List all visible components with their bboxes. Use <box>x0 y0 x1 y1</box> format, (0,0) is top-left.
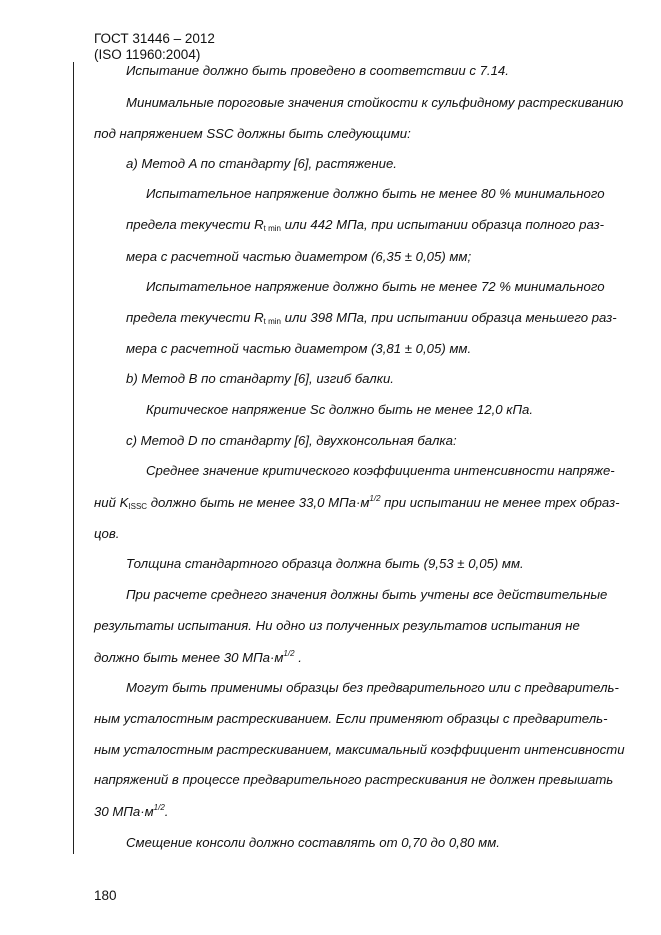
text-line: мера с расчетной частью диаметром (3,81 ± 0,05) мм. <box>126 341 472 356</box>
text-part: 30 МПа·м <box>94 804 154 819</box>
text-line: Среднее значение критического коэффициента интенсивности напряже- <box>146 463 615 478</box>
list-item-c: c) Метод D по стандарту [6], двухконсольная балка: <box>126 433 457 448</box>
document-header <box>94 31 215 63</box>
list-item-b: b) Метод В по стандарту [6], изгиб балки. <box>126 371 394 386</box>
text-line: Испытательное напряжение должно быть не менее 80 % минимального <box>146 186 605 201</box>
text-part: должно быть менее 30 МПа·м <box>94 650 284 665</box>
text-part: должно быть не менее 33,0 МПа·м <box>147 495 370 510</box>
text-line <box>126 217 604 235</box>
text-line <box>126 310 617 328</box>
text-part: или 398 МПа, при испытании образца меньшего раз- <box>281 310 617 325</box>
change-bar <box>73 62 74 854</box>
text-line <box>94 650 302 668</box>
text-part: ний K <box>94 495 129 510</box>
text-line: мера с расчетной частью диаметром (6,35 ± 0,05) мм; <box>126 249 472 264</box>
subscript: t min <box>263 317 281 326</box>
text-line: Толщина стандартного образца должна быть (9,53 ± 0,05) мм. <box>126 556 524 571</box>
text-line: результаты испытания. Ни одно из полученных результатов испытания не <box>94 618 580 633</box>
text-line: При расчете среднего значения должны быть учтены все действительные <box>126 587 608 602</box>
superscript: 1/2 <box>283 649 295 658</box>
text-line: Испытание должно быть проведено в соответствии с 7.14. <box>126 63 509 78</box>
text-part: . <box>294 650 302 665</box>
iso-reference: (ISO 11960:2004) <box>94 47 201 62</box>
text-line: Испытательное напряжение должно быть не менее 72 % минимального <box>146 279 605 294</box>
superscript: 1/2 <box>369 494 381 503</box>
list-item-a: а) Метод A по стандарту [6], растяжение. <box>126 156 397 171</box>
text-part: или 442 МПа, при испытании образца полного раз- <box>281 217 605 232</box>
subscript: ISSC <box>128 502 148 511</box>
text-line: Критическое напряжение Sc должно быть не менее 12,0 кПа. <box>146 402 534 417</box>
page-number: 180 <box>94 888 117 903</box>
text-line: Минимальные пороговые значения стойкости к сульфидному растрескиванию <box>126 95 624 110</box>
text-line: ным усталостным растрескиванием, максимальный коэффициент интенсивности <box>94 742 625 757</box>
text-part: предела текучести R <box>126 217 264 232</box>
standard-number: ГОСТ 31446 – 2012 <box>94 31 215 46</box>
text-line <box>94 804 168 822</box>
subscript: t min <box>263 224 281 233</box>
text-line: цов. <box>94 526 120 541</box>
text-line: напряжений в процессе предварительного растрескивания не должен превышать <box>94 772 614 787</box>
text-line: Могут быть применимы образцы без предварительного или с предваритель- <box>126 680 619 695</box>
text-part: предела текучести R <box>126 310 264 325</box>
text-line: под напряжением SSC должны быть следующими: <box>94 126 411 141</box>
text-line <box>94 495 619 513</box>
text-part: при испытании не менее трех образ- <box>380 495 620 510</box>
text-part: . <box>164 804 169 819</box>
superscript: 1/2 <box>153 803 165 812</box>
text-line: Смещение консоли должно составлять от 0,70 до 0,80 мм. <box>126 835 500 850</box>
text-line: ным усталостным растрескиванием. Если применяют образцы с предваритель- <box>94 711 608 726</box>
